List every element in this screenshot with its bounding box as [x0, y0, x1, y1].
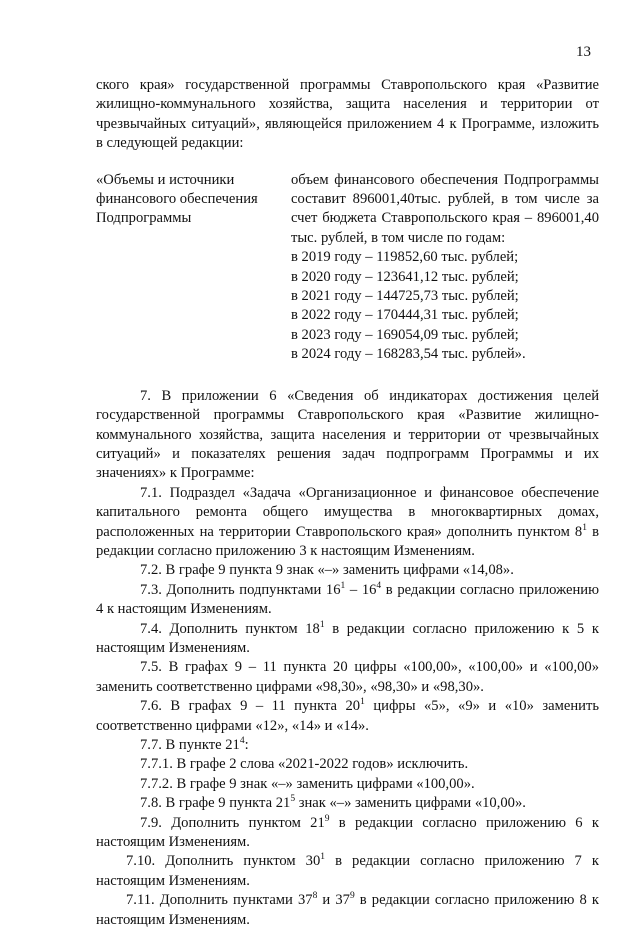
funding-table-right-cell	[291, 171, 599, 365]
year-line: в 2022 году – 170444,31 тыс. рублей;	[291, 307, 519, 324]
item-7-7-2: 7.7.2. В графе 9 знак «–» заменить цифрами «100,00».	[140, 775, 475, 792]
item-7-7-1: 7.7.1. В графе 2 слова «2021-2022 годов» исключить.	[140, 756, 469, 773]
item-7-9: 7.9. Дополнить пунктом $21^9$ в редакции согласно приложению 6 к настоящим Изменениям.	[96, 813, 599, 851]
item-7: 7. В приложении 6 «Сведения об индикаторах достижения целей государственной программы Ставропольского края «Развитие жилищно-коммунального хозяйства, защита населения и территории от чрезвычайных ситуаций» и показателях решения задач подпрограмм Программы и их значениях» к Программе:	[96, 387, 599, 482]
item-7-4: 7.4. Дополнить пунктом $18^1$ в редакции согласно приложению к 5 к настоящим Изменениям.	[96, 619, 599, 656]
item-7-3: 7.3. Дополнить подпунктами $16^1 - 16^4$ в редакции согласно приложению 4 к настоящим Изменениям.	[96, 580, 599, 618]
year-line: в 2023 году – 169054,09 тыс. рублей;	[291, 326, 519, 343]
funding-table-left-cell: «Объемы и источники финансового обеспечения Подпрограммы	[96, 171, 258, 227]
item-7-1: 7.1. Подраздел «Задача «Организационное и финансовое обеспечение капитального ремонта общего имущества в многоквартирных домах, расположенных на территории Ставропольского края» дополнить пунктом $8^1$ в редакции согласно приложению 3 к настоящим Изменениям.	[96, 484, 599, 559]
item-7-2: 7.2. В графе 9 пункта 9 знак «–» заменить цифрами «14,08».	[140, 562, 514, 579]
item-7-11: 7.11. Дополнить пунктами $37^8$ и $37^9$ в редакции согласно приложению 8 к настоящим Изменениям.	[96, 891, 599, 928]
item-7-8: 7.8. В графе 9 пункта $21^5$ знак «–» заменить цифрами «10,00».	[140, 794, 526, 812]
document-body	[96, 76, 599, 930]
funding-summary: объем финансового обеспечения Подпрограммы составит 896001,40тыс. рублей, в том числе за счет бюджета Ставропольского края – 896001,40 тыс. рублей, в том числе по годам:	[291, 171, 599, 246]
year-line: в 2021 году – 144725,73 тыс. рублей;	[291, 288, 519, 305]
page-number: 13	[576, 44, 591, 60]
item-7-5: 7.5. В графах 9 – 11 пункта 20 цифры «100,00», «100,00» и «100,00» заменить соответственно цифрами «98,30», «98,30» и «98,30».	[96, 659, 599, 695]
year-line: в 2024 году – 168283,54 тыс. рублей».	[291, 346, 526, 363]
item-7-7: 7.7. В пункте $21^4$:	[140, 736, 249, 753]
item-7-10: 7.10. Дополнить пунктом $30^1$ в редакции согласно приложению 7 к настоящим Изменениям.	[96, 852, 599, 889]
item-7-6: 7.6. В графах 9 – 11 пункта $20^1$ цифры «5», «9» и «10» заменить соответственно цифрами «12», «14» и «14».	[96, 697, 599, 734]
year-line: в 2020 году – 123641,12 тыс. рублей;	[291, 268, 519, 285]
intro-paragraph: ского края» государственной программы Ставропольского края «Развитие жилищно-коммунального хозяйства, защита населения и территории от чрезвычайных ситуаций», являющейся приложением 4 к Программе, изложить в следующей редакции:	[96, 77, 599, 152]
year-line: в 2019 году – 119852,60 тыс. рублей;	[291, 249, 519, 266]
funding-table	[96, 171, 599, 365]
